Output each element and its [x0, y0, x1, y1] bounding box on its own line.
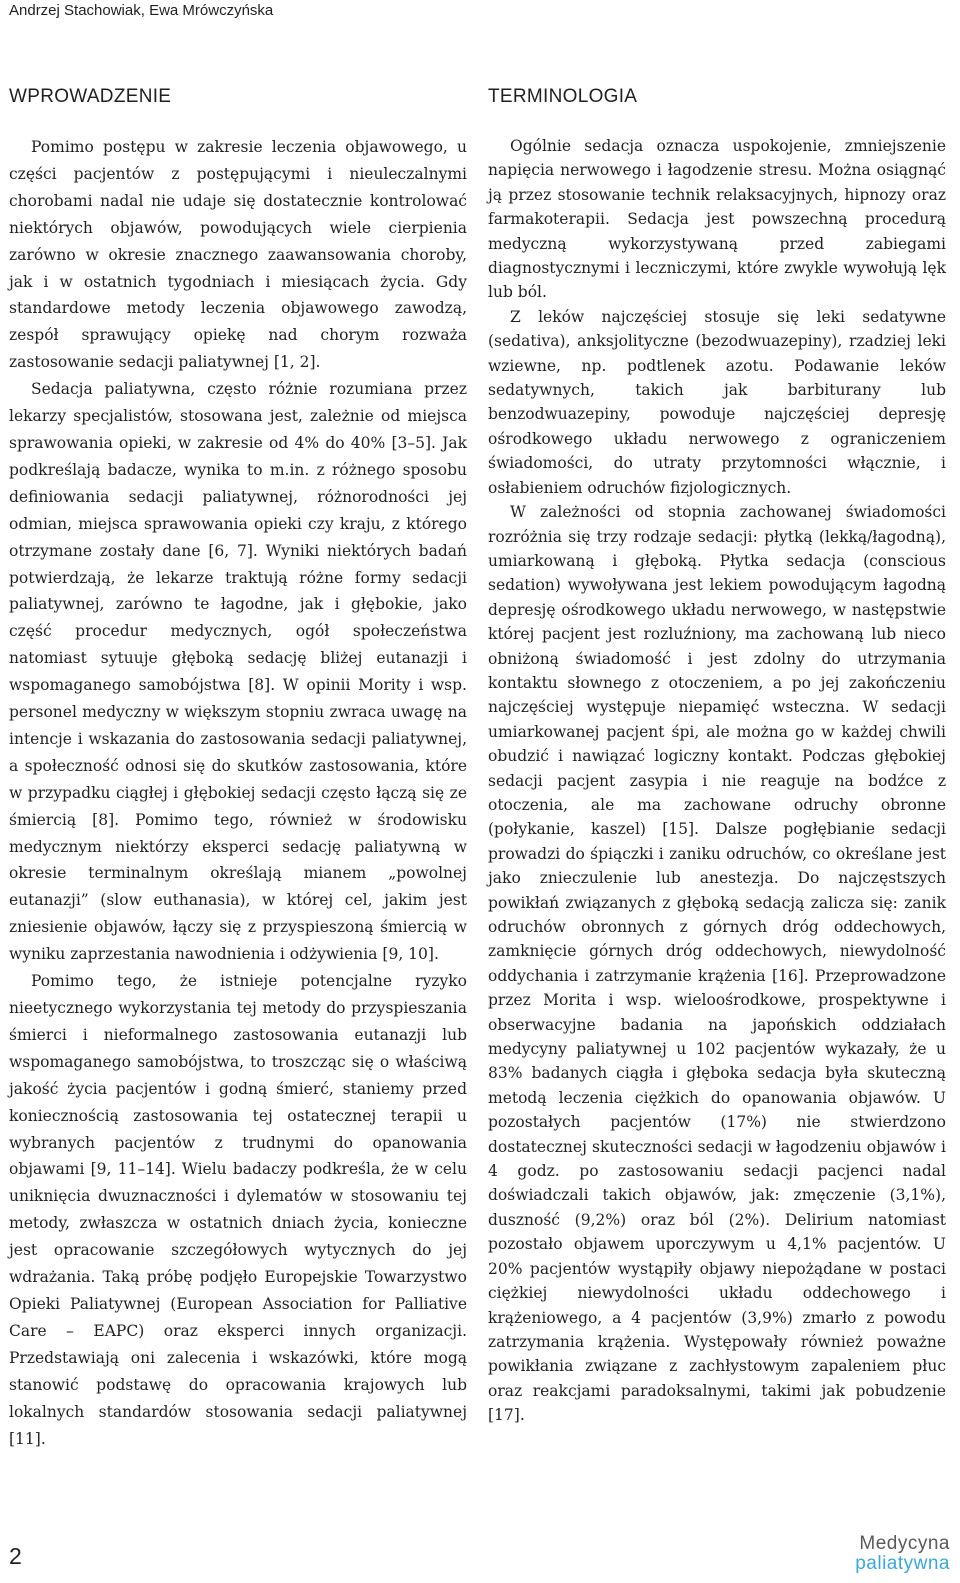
section-title-terminology: TERMINOLOGIA: [488, 86, 638, 107]
terminology-paragraph-2: Z leków najczęściej stosuje się leki sedatywne (sedativa), anksjolityczne (bezodwuazepiny), rzadziej leki wziewne, np. podtlenek azotu. Podawanie leków sedatywnych, takich jak barbiturany lub benzodwuazepiny, powoduje najczęściej depresję ośrodkowego układu nerwowego z ograniczeniem świadomości, do utraty przytomności włącznie, i osłabieniem odruchów fizjologicznych.: [488, 307, 946, 497]
journal-logo: [855, 1534, 950, 1574]
left-column: [9, 86, 467, 1452]
intro-paragraph-3: Pomimo tego, że istnieje potencjalne ryzyko nieetycznego wykorzystania tej metody do przyspieszania śmierci i nieformalnego zastosowania eutanazji lub wspomaganego samobójstwa, to troszcząc się o właściwą jakość życia pacjentów i godną śmierć, staniemy przed koniecznością zastosowania tej ostatecznej terapii u wybranych pacjentów z trudnymi do opanowania objawami [9, 11–14]. Wielu badaczy podkreśla, że w celu uniknięcia dwuznaczności i dylematów w stosowaniu tej metody, zwłaszcza w ostatnich dniach życia, konieczne jest opracowanie szczegółowych wytycznych do jej wdrażania. Taką próbę podjęło Europejskie Towarzystwo Opieki Paliatywnej (European Association for Palliative Care – EAPC) oraz eksperci innych organizacji. Przedstawiają oni zalecenia i wskazówki, które mogą stanowić podstawę do opracowania krajowych lub lokalnych standardów stosowania sedacji paliatywnej [11].: [9, 972, 467, 1448]
terminology-paragraph-1: Ogólnie sedacja oznacza uspokojenie, zmniejszenie napięcia nerwowego i łagodzenie stresu. Można osiągnąć ją przez stosowanie technik relaksacyjnych, hipnozy oraz farmakoterapii. Sedacja jest powszechną procedurą medyczną wykorzystywaną przed zabiegami diagnostycznymi i leczniczymi, które zwykle wywołują lęk lub ból.: [488, 137, 946, 302]
journal-logo-line-1: Medycyna: [859, 1533, 950, 1554]
page-number: 2: [9, 1543, 22, 1569]
running-header-authors: Andrzej Stachowiak, Ewa Mrówczyńska: [9, 2, 274, 19]
terminology-paragraph-3: W zależności od stopnia zachowanej świadomości rozróżnia się trzy rodzaje sedacji: płytką (lekką/łagodną), umiarkowaną i głęboką. Płytka sedacja (conscious sedation) wywoływana jest lekiem powodującym łagodną depresję ośrodkowego układu nerwowego, w następstwie której pacjent jest rozluźniony, ma zachowaną lub nieco obniżoną świadomość i jest zdolny do utrzymania kontaktu słownego z otoczeniem, a po jej zakończeniu najczęściej występuje niepamięć wsteczna. W sedacji umiarkowanej pacjent śpi, ale można go w każdej chwili obudzić i nawiązać logiczny kontakt. Podczas głębokiej sedacji pacjent zasypia i nie reaguje na bodźce z otoczenia, ale ma zachowane odruchy obronne (połykanie, kaszel) [15]. Dalsze pogłębianie sedacji prowadzi do śpiączki i zaniku odruchów, co określane jest jako znieczulenie lub anestezja. Do najczęstszych powikłań związanych z głęboką sedacją zalicza się: zanik odruchów obronnych z górnych dróg oddechowych, zamknięcie górnych dróg oddechowych, niewydolność oddychania i zatrzymanie krążenia [16]. Przeprowadzone przez Morita i wsp. wieloośrodkowe, prospektywne i obserwacyjne badania na japońskich oddziałach medycyny paliatywnej u 102 pacjentów wykazały, że u 83% badanych ciągła i głęboka sedacja była skuteczną metodą leczenia ciężkich do opanowania objawów. U pozostałych pacjentów (17%) nie stwierdzono dostatecznej skuteczności sedacji w łagodzeniu objawów i 4 godz. po zastosowaniu sedacji pacjenci nadal doświadczali takich objawów, jak: zmęczenie (3,1%), duszność (9,2%) oraz ból (2%). Delirium natomiast pozostało objawem uporczywym u 4,1% pacjentów. U 20% pacjentów wystąpiły objawy niepożądane w postaci ciężkiej niewydolności układu oddechowego i krążeniowego, a 4 pacjentów (3,9%) zmarło z powodu zatrzymania krążenia. Występowały również poważne powikłania związane z zachłystowym zapaleniem płuc oraz reakcjami paradoksalnymi, takimi jak pobudzenie [17].: [488, 503, 946, 1425]
right-column: [488, 86, 946, 1428]
journal-logo-line-2: paliatywna: [855, 1553, 950, 1574]
section-title-introduction: WPROWADZENIE: [9, 86, 172, 107]
intro-paragraph-2: Sedacja paliatywna, często różnie rozumiana przez lekarzy specjalistów, stosowana jest, zależnie od miejsca sprawowania opieki, w zakresie od 4% do 40% [3–5]. Jak podkreślają badacze, wynika to m.in. z różnego sposobu definiowania sedacji paliatywnej, różnorodności jej odmian, miejsca sprawowania opieki czy kraju, z którego otrzymane zostały dane [6, 7]. Wyniki niektórych badań potwierdzają, że lekarze traktują różne formy sedacji paliatywnej, zarówno te łagodne, jak i głębokie, jako część procedur medycznych, ogół społeczeństwa natomiast sytuuje głęboką sedację bliżej eutanazji i wspomaganego samobójstwa [8]. W opinii Mority i wsp. personel medyczny w większym stopniu zwraca uwagę na intencje i wskazania do zastosowania sedacji paliatywnej, a społeczność odnosi się do skutków zastosowania, które w przypadku ciągłej i głębokiej sedacji często łączą się ze śmiercią [8]. Pomimo tego, również w środowisku medycznym niektórzy eksperci sedację paliatywną w okresie terminalnym określają mianem „powolnej eutanazji” (slow euthanasia), w której cel, jakim jest zniesienie objawów, łączy się z przyspieszoną śmiercią w wyniku zaprzestania nawodnienia i odżywienia [9, 10].: [9, 380, 467, 964]
intro-paragraph-1: Pomimo postępu w zakresie leczenia objawowego, u części pacjentów z postępującymi i nieuleczalnymi chorobami nadal nie udaje się dostatecznie kontrolować niektórych objawów, powodujących wiele cierpienia zarówno w okresie znacznego zaawansowania choroby, jak i w ostatnich tygodniach i miesiącach życia. Gdy standardowe metody leczenia objawowego zawodzą, zespół sprawujący opiekę nad chorym rozważa zastosowanie sedacji paliatywnej [1, 2].: [9, 138, 467, 372]
